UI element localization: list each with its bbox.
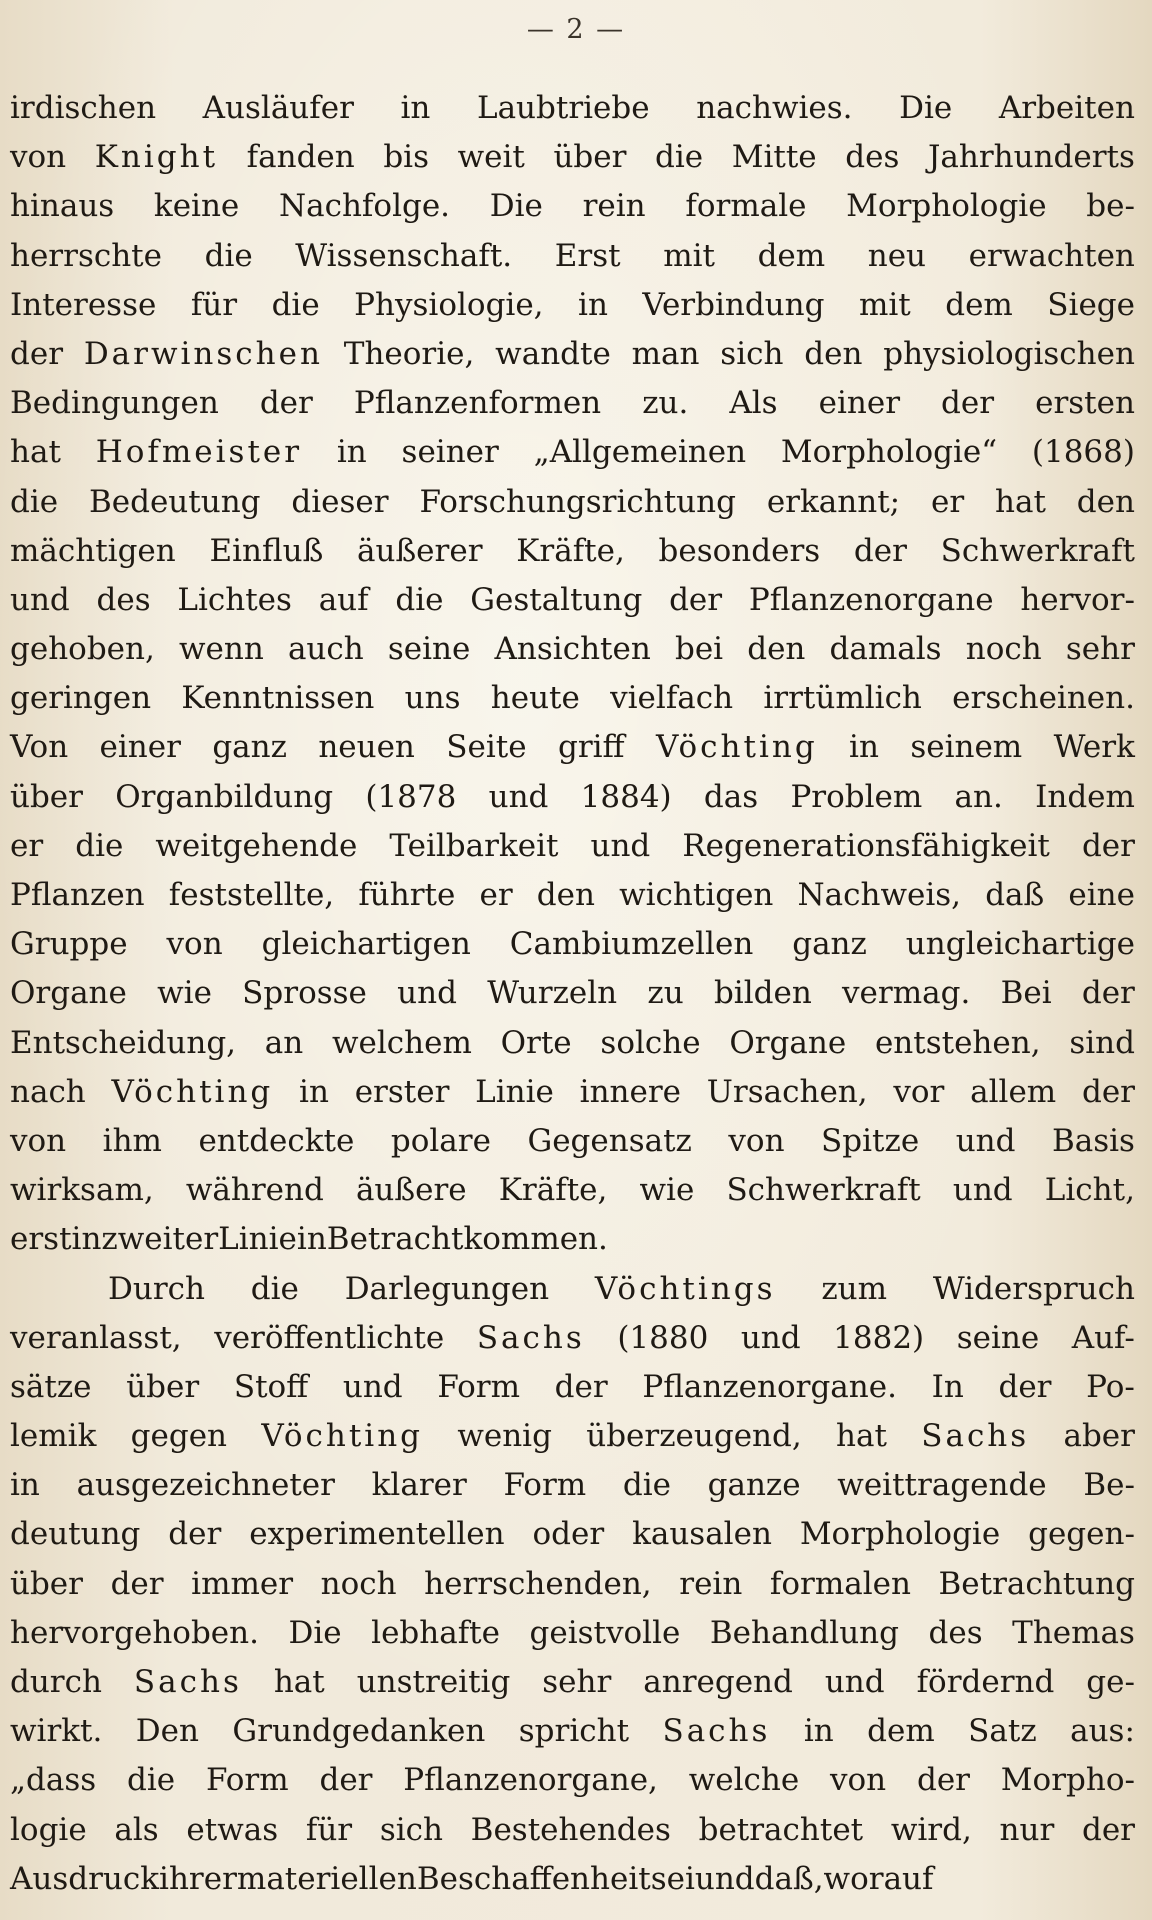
text-line: erst in zweiter Linie in Betracht kommen.	[10, 1221, 608, 1258]
text-line: lemik gegen Vöchting wenig überzeugend, hat Sachs aber	[10, 1418, 1135, 1455]
text-line: sätze über Stoff und Form der Pflanzenorgane. In der Po-	[10, 1368, 1135, 1405]
text-line: geringen Kenntnissen uns heute vielfach irrtümlich erscheinen.	[10, 680, 1135, 717]
text-line: Von einer ganz neuen Seite griff Vöchting in seinem Werk	[10, 729, 1135, 766]
text-line: wirksam, während äußere Kräfte, wie Schwerkraft und Licht,	[10, 1172, 1135, 1209]
text-line: Interesse für die Physiologie, in Verbindung mit dem Siege	[10, 286, 1135, 323]
text-line: Organe wie Sprosse und Wurzeln zu bilden vermag. Bei der	[10, 975, 1135, 1012]
text-line: mächtigen Einfluß äußerer Kräfte, besonders der Schwerkraft	[10, 532, 1135, 569]
text-line: „dass die Form der Pflanzenorgane, welche von der Morpho-	[10, 1762, 1135, 1799]
text-line: nach Vöchting in erster Linie innere Ursachen, vor allem der	[10, 1073, 1135, 1110]
text-line: der Darwinschen Theorie, wandte man sich den physiologischen	[10, 335, 1135, 372]
text-line: er die weitgehende Teilbarkeit und Regenerationsfähigkeit der	[10, 827, 1135, 864]
text-line: hinaus keine Nachfolge. Die rein formale Morphologie be-	[10, 188, 1135, 225]
text-line: in ausgezeichneter klarer Form die ganze weittragende Be-	[10, 1467, 1135, 1504]
text-line: hat Hofmeister in seiner „Allgemeinen Morphologie“ (1868)	[10, 434, 1135, 471]
text-line: über Organbildung (1878 und 1884) das Problem an. Indem	[10, 778, 1135, 815]
text-line: veranlasst, veröffentlichte Sachs (1880 und 1882) seine Auf-	[10, 1319, 1135, 1356]
text-line: von Knight fanden bis weit über die Mitte des Jahrhunderts	[10, 139, 1135, 176]
text-line: Entscheidung, an welchem Orte solche Organe entstehen, sind	[10, 1024, 1135, 1061]
text-line: die Bedeutung dieser Forschungsrichtung erkannt; er hat den	[10, 483, 1135, 520]
text-line: Bedingungen der Pflanzenformen zu. Als einer der ersten	[10, 385, 1135, 422]
text-line: Ausdruck ihrer materiellen Beschaffenheit sei und daß, worauf	[10, 1860, 934, 1897]
text-line: hervorgehoben. Die lebhafte geistvolle Behandlung des Themas	[10, 1614, 1135, 1651]
text-line: durch Sachs hat unstreitig sehr anregend und fördernd ge-	[10, 1664, 1135, 1700]
text-line: gehoben, wenn auch seine Ansichten bei den damals noch sehr	[10, 631, 1135, 668]
text-line: deutung der experimentellen oder kausalen Morphologie gegen-	[10, 1516, 1135, 1553]
page-number: — 2 —	[526, 14, 626, 45]
text-line: irdischen Ausläufer in Laubtriebe nachwies. Die Arbeiten	[10, 90, 1135, 126]
text-line: logie als etwas für sich Bestehendes betrachtet wird, nur der	[10, 1811, 1135, 1848]
text-line: Gruppe von gleichartigen Cambiumzellen ganz ungleichartige	[10, 926, 1135, 963]
body-text	[10, 84, 1135, 1904]
text-line: von ihm entdeckte polare Gegensatz von Spitze und Basis	[10, 1122, 1135, 1159]
text-line: über der immer noch herrschenden, rein formalen Betrachtung	[10, 1565, 1135, 1602]
text-line: wirkt. Den Grundgedanken spricht Sachs in dem Satz aus:	[10, 1713, 1135, 1750]
text-line: Pflanzen feststellte, führte er den wichtigen Nachweis, daß eine	[10, 877, 1135, 913]
text-line: herrschte die Wissenschaft. Erst mit dem neu erwachten	[10, 237, 1135, 274]
text-line: Durch die Darlegungen Vöchtings zum Widerspruch	[108, 1270, 1135, 1307]
text-line: und des Lichtes auf die Gestaltung der Pflanzenorgane hervor-	[10, 581, 1135, 618]
